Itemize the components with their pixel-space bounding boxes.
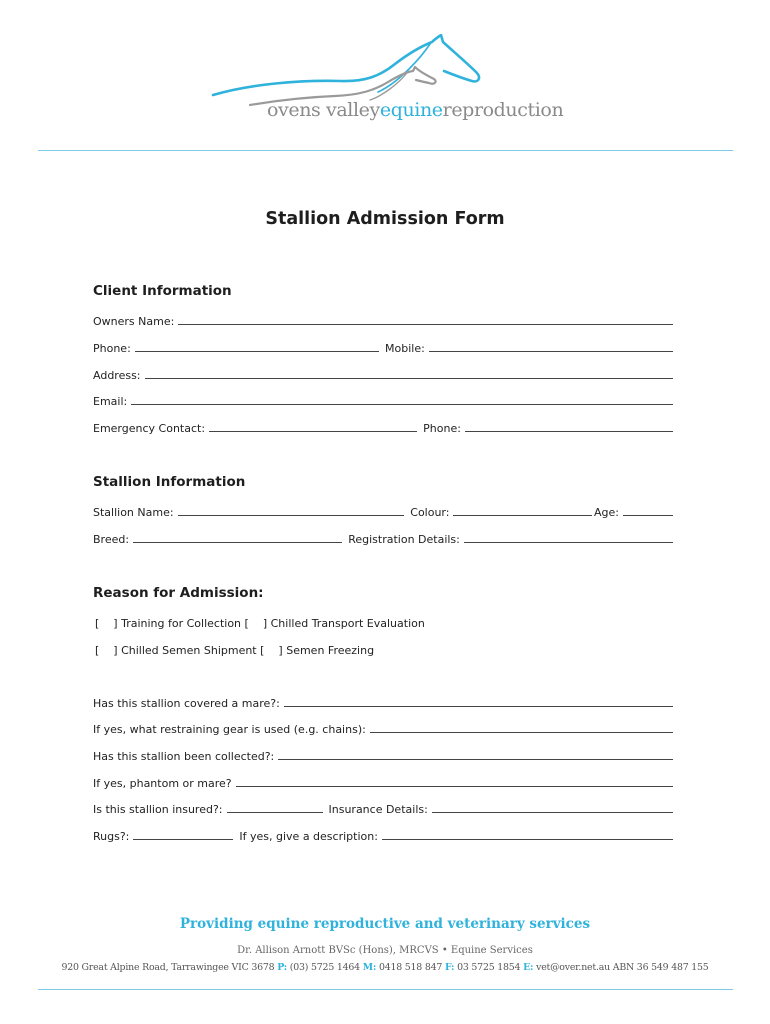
- admission-options-row-2: [95, 644, 374, 657]
- stallion-name-field[interactable]: [178, 506, 405, 516]
- breed-row: [93, 533, 675, 546]
- colour-field[interactable]: [453, 506, 592, 516]
- covered-mare-row: [93, 697, 675, 710]
- chilled-semen-shipment-label: Chilled Semen Shipment: [121, 644, 257, 657]
- emergency-phone-field[interactable]: [465, 422, 673, 432]
- address-field[interactable]: [145, 369, 673, 379]
- footer-address: 920 Great Alpine Road, Tarrawingee VIC 3678: [61, 962, 275, 973]
- insured-row: [93, 803, 675, 816]
- insurance-details-label: Insurance Details:: [328, 803, 428, 816]
- phone-field[interactable]: [135, 342, 379, 352]
- rug-description-field[interactable]: [382, 830, 673, 840]
- rugs-label: Rugs?:: [93, 830, 130, 843]
- header-divider: [38, 150, 733, 151]
- colour-label: Colour:: [410, 506, 450, 519]
- restraining-gear-field[interactable]: [370, 723, 673, 733]
- footer-divider: [38, 989, 733, 990]
- client-info-heading: Client Information: [93, 283, 232, 299]
- collected-label: Has this stallion been collected?:: [93, 750, 275, 763]
- footer-tagline: Providing equine reproductive and veterinary services: [179, 916, 591, 932]
- footer-email: vet@over.net.au: [536, 962, 610, 973]
- collected-row: [93, 750, 675, 763]
- address-label: Address:: [93, 369, 141, 382]
- checkbox-semen-freezing[interactable]: [ ]: [260, 644, 283, 657]
- checkbox-chilled-transport[interactable]: [ ]: [244, 617, 268, 630]
- chilled-transport-label: Chilled Transport Evaluation: [270, 617, 425, 630]
- covered-mare-field[interactable]: [284, 697, 673, 707]
- phantom-row: [93, 777, 675, 790]
- footer-phone: (03) 5725 1464: [289, 962, 360, 973]
- phantom-or-mare-label: If yes, phantom or mare?: [93, 777, 232, 790]
- email-field[interactable]: [131, 395, 673, 405]
- mobile-label: Mobile:: [385, 342, 425, 355]
- collected-field[interactable]: [278, 750, 673, 760]
- breed-field[interactable]: [133, 533, 342, 543]
- stallion-name-label: Stallion Name:: [93, 506, 174, 519]
- brand-name: [267, 99, 563, 121]
- owners-name-field[interactable]: [178, 315, 673, 325]
- brand-word-ovens-valley: ovens valley: [267, 99, 380, 121]
- rugs-field[interactable]: [133, 830, 233, 840]
- footer-vet-credentials: Dr. Allison Arnott BVSc (Hons), MRCVS • Equine Services: [237, 945, 533, 956]
- stallion-info-heading: Stallion Information: [93, 474, 246, 490]
- age-field[interactable]: [623, 506, 673, 516]
- breed-label: Breed:: [93, 533, 130, 546]
- owners-name-label: Owners Name:: [93, 315, 175, 328]
- checkbox-chilled-semen[interactable]: [ ]: [95, 644, 118, 657]
- age-label: Age:: [594, 506, 619, 519]
- insurance-details-field[interactable]: [432, 803, 673, 813]
- email-row: [93, 395, 675, 408]
- footer-contact-line: [0, 962, 770, 973]
- registration-details-label: Registration Details:: [348, 533, 460, 546]
- footer-email-key: E:: [523, 962, 534, 973]
- mobile-field[interactable]: [429, 342, 673, 352]
- footer-mobile-key: M:: [362, 962, 377, 973]
- footer-phone-key: P:: [277, 962, 288, 973]
- email-label: Email:: [93, 395, 128, 408]
- phantom-or-mare-field[interactable]: [236, 777, 673, 787]
- admission-heading: Reason for Admission:: [93, 585, 264, 601]
- stallion-name-row: [93, 506, 675, 519]
- footer-abn: ABN 36 549 487 155: [612, 962, 709, 973]
- admission-options-row-1: [95, 617, 425, 630]
- insured-label: Is this stallion insured?:: [93, 803, 223, 816]
- covered-mare-label: Has this stallion covered a mare?:: [93, 697, 280, 710]
- footer-mobile: 0418 518 847: [378, 962, 443, 973]
- registration-details-field[interactable]: [464, 533, 673, 543]
- restraining-gear-row: [93, 723, 675, 736]
- footer-fax: 03 5725 1854: [457, 962, 521, 973]
- insured-field[interactable]: [227, 803, 323, 813]
- rugs-row: [93, 830, 675, 843]
- form-title: Stallion Admission Form: [265, 209, 505, 229]
- checkbox-training[interactable]: [ ]: [95, 617, 118, 630]
- emergency-row: [93, 422, 675, 435]
- footer-fax-key: F:: [444, 962, 455, 973]
- phone-label: Phone:: [93, 342, 131, 355]
- emergency-phone-label: Phone:: [423, 422, 461, 435]
- brand-word-reproduction: reproduction: [442, 99, 564, 121]
- restraining-gear-label: If yes, what restraining gear is used (e.g. chains):: [93, 723, 366, 736]
- phone-mobile-row: [93, 342, 675, 355]
- address-row: [93, 369, 675, 382]
- rug-description-label: If yes, give a description:: [239, 830, 378, 843]
- semen-freezing-label: Semen Freezing: [286, 644, 375, 657]
- training-for-collection-label: Training for Collection: [121, 617, 242, 630]
- owners-name-row: [93, 315, 675, 328]
- emergency-contact-field[interactable]: [209, 422, 417, 432]
- brand-word-equine: equine: [379, 99, 443, 121]
- emergency-contact-label: Emergency Contact:: [93, 422, 206, 435]
